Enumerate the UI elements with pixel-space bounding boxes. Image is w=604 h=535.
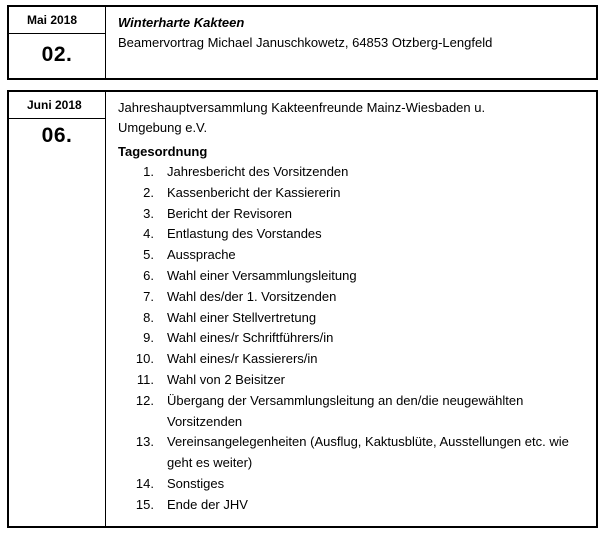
agenda-item-text: Entlastung des Vorstandes [167, 226, 322, 242]
agenda-item-text: Ende der JHV [167, 496, 248, 512]
agenda-item-number: 5. [143, 247, 154, 263]
agenda-item [118, 349, 586, 370]
agenda-item-text: Jahresbericht des Vorsitzenden [167, 164, 349, 179]
agenda-item-number: 8. [143, 309, 154, 325]
agenda-item [118, 495, 586, 516]
date-column [9, 92, 106, 526]
agenda-item-text: Wahl des/der 1. Vorsitzenden [167, 288, 337, 304]
agenda-item [118, 370, 586, 391]
agenda-item-text: Bericht der Revisoren [167, 205, 292, 221]
event-details [106, 7, 596, 78]
agenda-item-number: 3. [143, 205, 154, 221]
agenda-item-number: 11. [136, 371, 154, 387]
agenda-item-text: Übergang der Versammlungsleitung an den/die neugewählten Vorsitzenden [167, 392, 524, 429]
event-subtitle: Beamervortrag Michael Januschkowetz, 64853 Otzberg-Lengfeld [118, 35, 493, 50]
event-title: Winterharte Kakteen [118, 15, 245, 30]
agenda-item [118, 266, 586, 287]
day-number: 02. [41, 43, 73, 66]
agenda-item [118, 183, 586, 204]
agenda-item-text: Aussprache [167, 247, 236, 263]
agenda-item [118, 328, 586, 349]
agenda-item-number: 14. [135, 475, 154, 491]
agenda-item-text: Wahl einer Stellvertretung [167, 309, 317, 325]
agenda-item-number: 6. [143, 267, 154, 283]
day-number: 06. [41, 124, 73, 147]
agenda-heading: Tagesordnung [118, 144, 208, 159]
agenda-item [118, 162, 586, 183]
agenda-item [118, 432, 586, 474]
month-label: Mai 2018 [9, 7, 105, 34]
agenda-item-text: Wahl von 2 Beisitzer [167, 371, 286, 387]
agenda-item-number: 13. [135, 434, 154, 450]
date-column [9, 7, 106, 78]
agenda-item-text: Kassenbericht der Kassiererin [167, 184, 341, 200]
agenda-item-number: 2. [143, 184, 154, 200]
agenda-item-text: Wahl eines/r Schriftführers/in [167, 330, 334, 346]
agenda-item-number: 9. [143, 330, 154, 346]
agenda-item-text: Wahl eines/r Kassierers/in [167, 351, 318, 367]
month-label: Juni 2018 [9, 92, 105, 119]
agenda-item-number: 12. [135, 392, 154, 408]
agenda-item-text: Vereinsangelegenheiten (Ausflug, Kaktusblüte, Ausstellungen etc. wie geht es weiter) [167, 434, 569, 471]
agenda-item-number: 15. [135, 496, 154, 512]
agenda-item [118, 224, 586, 245]
agenda-item-number: 1. [143, 164, 154, 179]
agenda-item-text: Wahl einer Versammlungsleitung [167, 267, 357, 283]
agenda-item-number: 4. [143, 226, 154, 242]
agenda-item [118, 391, 586, 433]
event-title: Jahreshauptversammlung Kakteenfreunde Mainz-Wiesbaden u. Umgebung e.V. [118, 100, 486, 135]
agenda-item [118, 204, 586, 225]
event-card-juni [7, 90, 598, 528]
event-details [106, 92, 596, 526]
agenda-item [118, 287, 586, 308]
agenda-item-text: Sonstiges [167, 475, 225, 491]
agenda-item [118, 474, 586, 495]
agenda-item [118, 308, 586, 329]
agenda-item-number: 10. [135, 351, 154, 367]
event-card-mai [7, 5, 598, 80]
agenda-item-number: 7. [143, 288, 154, 304]
agenda-list [118, 162, 586, 516]
agenda-item [118, 245, 586, 266]
